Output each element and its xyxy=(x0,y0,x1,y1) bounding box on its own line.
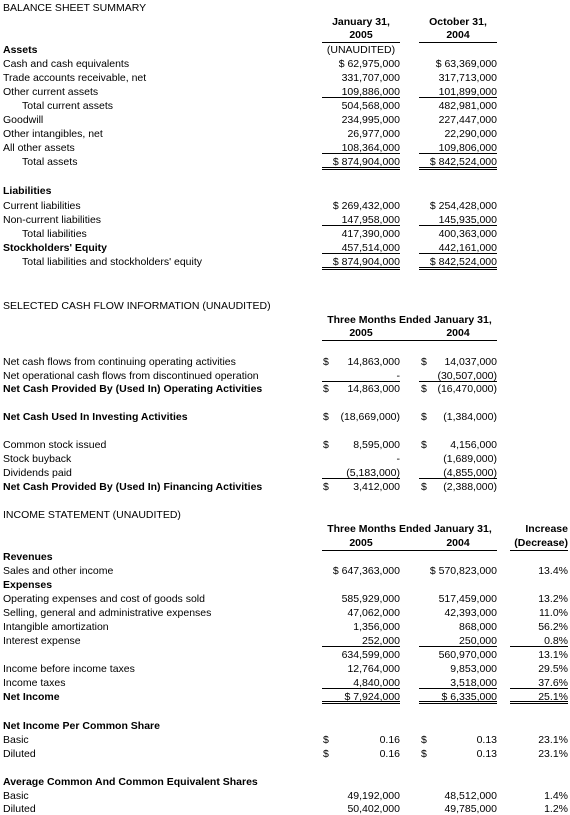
bs-row-value-2005: $ 62,975,000 xyxy=(338,58,400,70)
is-row-value-2005: 252,000 xyxy=(362,635,400,647)
shares-value-2004: 49,785,000 xyxy=(444,803,497,815)
cf-row-label: Net Cash Provided By (Used In) Operating Activities xyxy=(3,383,263,395)
shares-value-2005: 50,402,000 xyxy=(347,803,400,815)
cf-row-dollar-2005: $ xyxy=(323,383,329,395)
bs-row-value-2004: 317,713,000 xyxy=(438,72,497,84)
cf-row-dollar-2004: $ xyxy=(421,411,427,423)
shares-pct: 1.4% xyxy=(544,790,568,802)
shares-value-2004: 48,512,000 xyxy=(444,790,497,802)
bs-col1-header-line2: 2005 xyxy=(349,29,373,41)
liab-row-label: Stockholders' Equity xyxy=(3,242,108,254)
cf-row-value-2005: 14,863,000 xyxy=(347,356,400,368)
is-row-value-2004: 868,000 xyxy=(459,621,497,633)
cf-row-dollar-2004: $ xyxy=(421,481,427,493)
liab-row-value-2004: $ 842,524,000 xyxy=(429,256,497,268)
liab-row-value-2005: 417,390,000 xyxy=(341,228,400,240)
is-row-pct: 13.1% xyxy=(538,649,568,661)
assets-heading: Assets xyxy=(3,44,38,56)
cf-row-label: Stock buyback xyxy=(3,453,72,465)
bs-row-value-2004: 227,447,000 xyxy=(438,114,497,126)
expenses-heading: Expenses xyxy=(3,579,53,591)
double-underline xyxy=(419,267,497,270)
bs-row-value-2004: 22,290,000 xyxy=(444,128,497,140)
bs-row-value-2005: 26,977,000 xyxy=(347,128,400,140)
liab-row-label: Current liabilities xyxy=(3,200,81,212)
bs-row-value-2005: 108,364,000 xyxy=(341,142,400,154)
cash-flow-title: SELECTED CASH FLOW INFORMATION (UNAUDITED) xyxy=(3,300,271,312)
is-row-value-2004: 42,393,000 xyxy=(444,607,497,619)
underline xyxy=(419,97,497,98)
double-underline xyxy=(419,167,497,170)
liab-row-label: Non-current liabilities xyxy=(3,214,102,226)
cf-row-label: Net cash flows from continuing operating activities xyxy=(3,356,236,368)
cf-row-label: Common stock issued xyxy=(3,439,107,451)
cf-row-value-2004: 14,037,000 xyxy=(444,356,497,368)
cf-row-value-2005: (5,183,000) xyxy=(346,467,400,479)
is-row-value-2005: 585,929,000 xyxy=(341,593,400,605)
eps-value-2005: 0.16 xyxy=(379,734,400,746)
cf-row-value-2005: 14,863,000 xyxy=(347,383,400,395)
is-row-label: Net Income xyxy=(3,691,60,703)
is-inc-header-line1: Increase xyxy=(525,523,568,535)
liab-row-value-2005: 457,514,000 xyxy=(341,242,400,254)
bs-row-value-2005: 109,886,000 xyxy=(341,86,400,98)
bs-row-value-2004: 101,899,000 xyxy=(438,86,497,98)
bs-row-label: Total current assets xyxy=(22,100,114,112)
liab-row-label: Total liabilities xyxy=(22,228,87,240)
bs-row-value-2004: $ 842,524,000 xyxy=(429,156,497,168)
eps-row-label: Diluted xyxy=(3,748,36,760)
eps-heading: Net Income Per Common Share xyxy=(3,720,160,732)
double-underline xyxy=(510,701,568,704)
is-row-pct: 37.6% xyxy=(538,677,568,689)
liabilities-heading: Liabilities xyxy=(3,185,52,197)
cf-row-value-2005: - xyxy=(396,453,400,465)
liab-row-value-2005: $ 269,432,000 xyxy=(332,200,400,212)
liab-row-value-2005: 147,958,000 xyxy=(341,214,400,226)
is-row-pct: 11.0% xyxy=(539,607,568,619)
is-row-label: Income before income taxes xyxy=(3,663,135,675)
eps-value-2004: 0.13 xyxy=(476,748,497,760)
is-row-pct: 13.4% xyxy=(538,565,568,577)
eps-pct: 23.1% xyxy=(538,748,568,760)
eps-pct: 23.1% xyxy=(538,734,568,746)
bs-row-value-2004: $ 63,369,000 xyxy=(435,58,497,70)
liab-row-value-2005: $ 874,904,000 xyxy=(332,256,400,268)
cf-row-value-2004: (16,470,000) xyxy=(437,383,497,395)
underline xyxy=(419,253,497,254)
underline xyxy=(419,381,497,382)
cf-row-value-2005: - xyxy=(396,370,400,382)
double-underline xyxy=(322,701,400,704)
is-row-value-2004: 9,853,000 xyxy=(450,663,497,675)
bs-col2-header-line2: 2004 xyxy=(446,29,470,41)
is-inc-header-line2: (Decrease) xyxy=(514,537,568,549)
cf-row-value-2004: (4,855,000) xyxy=(443,467,497,479)
double-underline xyxy=(322,167,400,170)
underline xyxy=(510,646,568,647)
cf-row-label: Dividends paid xyxy=(3,467,72,479)
bs-row-value-2005: $ 874,904,000 xyxy=(332,156,400,168)
is-row-value-2005: 634,599,000 xyxy=(341,649,400,661)
eps-dollar-2004: $ xyxy=(421,734,427,746)
underline xyxy=(419,225,497,226)
is-row-pct: 13.2% xyxy=(538,593,568,605)
underline xyxy=(322,688,400,689)
bs-row-label: Total assets xyxy=(22,156,78,168)
cf-row-dollar-2005: $ xyxy=(323,411,329,423)
double-underline xyxy=(419,701,497,704)
is-row-label: Interest expense xyxy=(3,635,81,647)
liab-row-value-2004: 145,935,000 xyxy=(438,214,497,226)
eps-value-2005: 0.16 xyxy=(379,748,400,760)
cf-row-dollar-2004: $ xyxy=(421,439,427,451)
liab-row-value-2004: 442,161,000 xyxy=(438,242,497,254)
shares-value-2005: 49,192,000 xyxy=(347,790,400,802)
bs-row-label: Other intangibles, net xyxy=(3,128,103,140)
cf-row-value-2005: 3,412,000 xyxy=(353,481,400,493)
is-col2-year: 2004 xyxy=(446,537,470,549)
cf-row-label: Net operational cash flows from discontinued operation xyxy=(3,370,259,382)
is-row-pct: 56.2% xyxy=(538,621,568,633)
underline xyxy=(322,97,400,98)
underline xyxy=(419,646,497,647)
is-row-label: Selling, general and administrative expenses xyxy=(3,607,212,619)
bs-row-label: Trade accounts receivable, net xyxy=(3,72,147,84)
underline xyxy=(322,225,400,226)
underline xyxy=(419,688,497,689)
is-row-value-2004: 517,459,000 xyxy=(438,593,497,605)
underline xyxy=(419,478,497,479)
bs-row-value-2004: 109,806,000 xyxy=(438,142,497,154)
is-row-value-2004: $ 6,335,000 xyxy=(441,691,497,703)
shares-row-label: Diluted xyxy=(3,803,36,815)
cf-row-value-2004: (1,689,000) xyxy=(443,453,497,465)
bs-col2-header-line1: October 31, xyxy=(429,16,487,28)
liab-row-value-2004: $ 254,428,000 xyxy=(429,200,497,212)
shares-heading: Average Common And Common Equivalent Shares xyxy=(3,776,258,788)
underline xyxy=(322,478,400,479)
cf-row-value-2004: 4,156,000 xyxy=(450,439,497,451)
is-period-header: Three Months Ended January 31, xyxy=(327,523,492,535)
is-row-pct: 0.8% xyxy=(544,635,568,647)
is-row-pct: 29.5% xyxy=(538,663,568,675)
is-row-label: Operating expenses and cost of goods sold xyxy=(3,593,205,605)
bs-row-label: Cash and cash equivalents xyxy=(3,58,130,70)
underline xyxy=(322,381,400,382)
is-row-value-2004: 560,970,000 xyxy=(438,649,497,661)
is-col1-year: 2005 xyxy=(349,537,373,549)
eps-dollar-2005: $ xyxy=(323,748,329,760)
underline xyxy=(322,253,400,254)
shares-pct: 1.2% xyxy=(544,803,568,815)
cf-col2-year: 2004 xyxy=(446,327,470,339)
is-row-value-2005: 47,062,000 xyxy=(347,607,400,619)
cf-row-value-2004: (2,388,000) xyxy=(443,481,497,493)
cf-period-header: Three Months Ended January 31, xyxy=(327,314,492,326)
eps-value-2004: 0.13 xyxy=(476,734,497,746)
cf-row-dollar-2004: $ xyxy=(421,356,427,368)
bs-row-value-2004: 482,981,000 xyxy=(438,100,497,112)
cf-row-value-2004: (30,507,000) xyxy=(437,370,497,382)
underline xyxy=(322,153,400,154)
is-row-label: Sales and other income xyxy=(3,565,114,577)
income-title: INCOME STATEMENT (UNAUDITED) xyxy=(3,509,181,521)
is-row-label: Intangible amortization xyxy=(3,621,109,633)
liab-row-label: Total liabilities and stockholders' equity xyxy=(22,256,203,268)
bs-row-label: Other current assets xyxy=(3,86,99,98)
bs-row-value-2005: 331,707,000 xyxy=(341,72,400,84)
is-row-value-2004: 3,518,000 xyxy=(450,677,497,689)
is-row-value-2004: $ 570,823,000 xyxy=(429,565,497,577)
is-row-value-2005: $ 647,363,000 xyxy=(332,565,400,577)
is-row-value-2005: 4,840,000 xyxy=(353,677,400,689)
is-row-value-2005: 12,764,000 xyxy=(347,663,400,675)
eps-dollar-2004: $ xyxy=(421,748,427,760)
liab-row-value-2004: 400,363,000 xyxy=(438,228,497,240)
is-row-label: Income taxes xyxy=(3,677,66,689)
eps-dollar-2005: $ xyxy=(323,734,329,746)
is-row-pct: 25.1% xyxy=(538,691,568,703)
cf-row-dollar-2004: $ xyxy=(421,383,427,395)
underline xyxy=(322,646,400,647)
unaudited-note: (UNAUDITED) xyxy=(326,44,396,56)
balance-sheet-title: BALANCE SHEET SUMMARY xyxy=(3,2,147,14)
bs-row-value-2005: 234,995,000 xyxy=(341,114,400,126)
cf-row-label: Net Cash Provided By (Used In) Financing Activities xyxy=(3,481,263,493)
cf-row-dollar-2005: $ xyxy=(323,356,329,368)
double-underline xyxy=(322,267,400,270)
underline xyxy=(419,153,497,154)
underline xyxy=(510,688,568,689)
cf-row-value-2005: 8,595,000 xyxy=(353,439,400,451)
bs-row-label: All other assets xyxy=(3,142,75,154)
cf-row-label: Net Cash Used In Investing Activities xyxy=(3,411,188,423)
bs-row-label: Goodwill xyxy=(3,114,44,126)
bs-col1-header-line1: January 31, xyxy=(332,16,390,28)
is-row-value-2004: 250,000 xyxy=(459,635,497,647)
is-row-value-2005: $ 7,924,000 xyxy=(344,691,400,703)
eps-row-label: Basic xyxy=(3,734,29,746)
bs-row-value-2005: 504,568,000 xyxy=(341,100,400,112)
cf-col1-year: 2005 xyxy=(349,327,373,339)
cf-row-dollar-2005: $ xyxy=(323,481,329,493)
revenues-heading: Revenues xyxy=(3,551,53,563)
cf-row-dollar-2005: $ xyxy=(323,439,329,451)
is-row-value-2005: 1,356,000 xyxy=(353,621,400,633)
shares-row-label: Basic xyxy=(3,790,29,802)
cf-row-value-2004: (1,384,000) xyxy=(443,411,497,423)
cf-row-value-2005: (18,669,000) xyxy=(340,411,400,423)
